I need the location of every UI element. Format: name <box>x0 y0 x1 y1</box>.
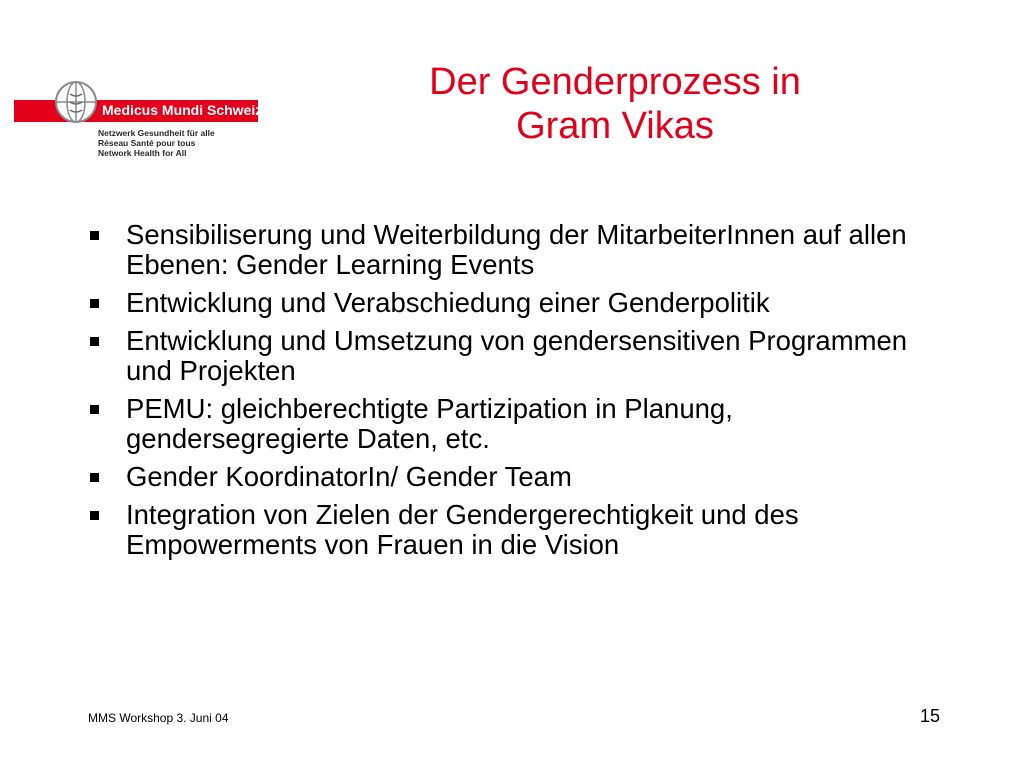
bullet-text: Entwicklung und Umsetzung von gendersensitiven Programmen und Projekten <box>126 325 908 386</box>
bullet-text: Entwicklung und Verabschiedung einer Genderpolitik <box>126 287 770 318</box>
bullet-text: Gender KoordinatorIn/ Gender Team <box>126 461 572 492</box>
square-bullet-icon <box>90 231 99 240</box>
bullet-text: PEMU: gleichberechtigte Partizipation in Planung, gendersegregierte Daten, etc. <box>126 393 733 454</box>
slide-title-line-2: Gram Vikas <box>516 105 714 147</box>
bullet-text: Sensibiliserung und Weiterbildung der MitarbeiterInnen auf allen Ebenen: Gender Learning Events <box>126 219 907 280</box>
slide-title <box>360 60 870 148</box>
bullet-text: Integration von Zielen der Gendergerechtigkeit und des Empowerments von Frauen in die Vision <box>126 499 799 560</box>
logo-tagline <box>98 128 215 158</box>
footer-workshop-label: MMS Workshop 3. Juni 04 <box>88 711 229 725</box>
logo-tagline-line: Réseau Santé pour tous <box>98 138 196 148</box>
square-bullet-icon <box>90 405 99 414</box>
bullet-item <box>86 288 946 318</box>
bullet-list <box>86 220 946 568</box>
square-bullet-icon <box>90 299 99 308</box>
logo-tagline-line: Network Health for All <box>98 148 187 158</box>
bullet-item <box>86 500 946 560</box>
logo-name: Medicus Mundi Schweiz <box>102 102 263 118</box>
logo-tagline-line: Netzwerk Gesundheit für alle <box>98 128 215 138</box>
bullet-item <box>86 462 946 492</box>
medicus-mundi-logo <box>14 78 263 160</box>
square-bullet-icon <box>90 511 99 520</box>
page-number: 15 <box>919 706 940 726</box>
globe-caduceus-icon <box>54 80 98 124</box>
bullet-item <box>86 220 946 280</box>
bullet-item <box>86 326 946 386</box>
square-bullet-icon <box>90 473 99 482</box>
bullet-item <box>86 394 946 454</box>
square-bullet-icon <box>90 337 99 346</box>
slide-title-line-1: Der Genderprozess in <box>429 61 801 103</box>
